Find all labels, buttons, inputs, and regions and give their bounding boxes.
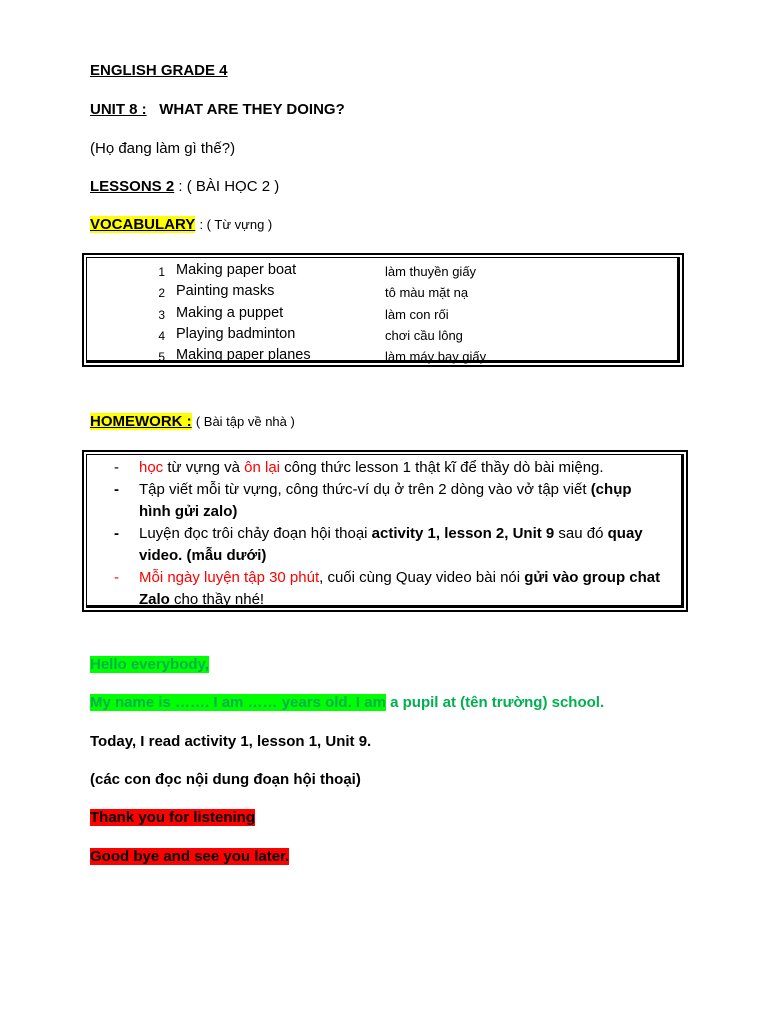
- unit-title: WHAT ARE THEY DOING?: [159, 101, 345, 118]
- lessons-translation: : ( BÀI HỌC 2 ): [178, 178, 280, 195]
- homework-item: - Tập viết mỗi từ vựng, công thức-ví dụ ở trên 2 dòng vào vở tập viết (chụp hình gửi zalo): [114, 481, 632, 520]
- vocab-english: Painting masks: [176, 283, 275, 299]
- sample-thanks: Thank you for listening: [90, 809, 256, 826]
- vocabulary-table: [82, 253, 684, 367]
- sample-today: Today, I read activity 1, lesson 1, Unit 9.: [90, 733, 372, 750]
- homework-item: - Mỗi ngày luyện tập 30 phút, cuối cùng Quay video bài nói gửi vào group chat Zalo cho thầy nhé!: [114, 569, 661, 608]
- unit-label: UNIT 8 :: [90, 101, 147, 118]
- bullet-dash: -: [114, 569, 119, 586]
- sample-name-line: My name is ……. I am …… years old. I am a pupil at (tên trường) school.: [90, 694, 605, 711]
- homework-translation: ( Bài tập về nhà ): [195, 414, 295, 429]
- vocab-english: Making a puppet: [176, 305, 284, 321]
- vocab-vietnamese: tô màu mặt nạ: [385, 285, 469, 300]
- homework-box: [82, 450, 688, 612]
- vocab-vietnamese: chơi cầu lông: [385, 328, 463, 343]
- sample-hello: Hello everybody,: [90, 656, 209, 673]
- vocab-number: 2: [158, 286, 165, 300]
- homework-heading: [90, 413, 295, 430]
- vocab-row: [87, 262, 677, 283]
- vocab-number: 3: [158, 308, 165, 322]
- vocab-english: Playing badminton: [176, 326, 296, 342]
- document-title: ENGLISH GRADE 4: [90, 62, 228, 79]
- vocab-number: 5: [158, 350, 165, 364]
- vocab-number: 4: [158, 329, 165, 343]
- vocabulary-heading: [90, 216, 272, 233]
- vocab-vietnamese: làm con rối: [385, 307, 449, 322]
- homework-item: - Luyện đọc trôi chảy đoạn hội thoại activity 1, lesson 2, Unit 9 sau đó quay video. (mẫu dưới): [114, 525, 643, 564]
- unit-heading: [90, 101, 345, 118]
- vocab-english: Making paper boat: [176, 262, 297, 278]
- vocabulary-label: VOCABULARY: [90, 216, 196, 233]
- vocab-row: [87, 283, 677, 304]
- homework-item: - học từ vựng và ôn lại công thức lesson 1 thật kĩ để thầy dò bài miệng.: [87, 457, 681, 479]
- vocab-english: Making paper planes: [176, 347, 311, 363]
- vocab-row: [87, 347, 677, 368]
- homework-label: HOMEWORK :: [90, 413, 192, 430]
- lessons-label: LESSONS 2: [90, 178, 175, 195]
- lessons-heading: [90, 178, 279, 195]
- vocab-row: [87, 305, 677, 326]
- vocab-vietnamese: làm thuyền giấy: [385, 264, 477, 279]
- sample-note: (các con đọc nội dung đoạn hội thoại): [90, 771, 361, 788]
- vocab-number: 1: [158, 265, 165, 279]
- vocab-row: [87, 326, 677, 347]
- sample-bye: Good bye and see you later.: [90, 848, 290, 865]
- vocab-vietnamese: làm máy bay giấy: [385, 349, 487, 364]
- bullet-dash: -: [114, 525, 119, 542]
- unit-translation: (Họ đang làm gì thế?): [90, 140, 236, 157]
- bullet-dash: -: [114, 459, 119, 476]
- bullet-dash: -: [114, 481, 119, 498]
- vocabulary-translation: : ( Từ vựng ): [199, 217, 273, 232]
